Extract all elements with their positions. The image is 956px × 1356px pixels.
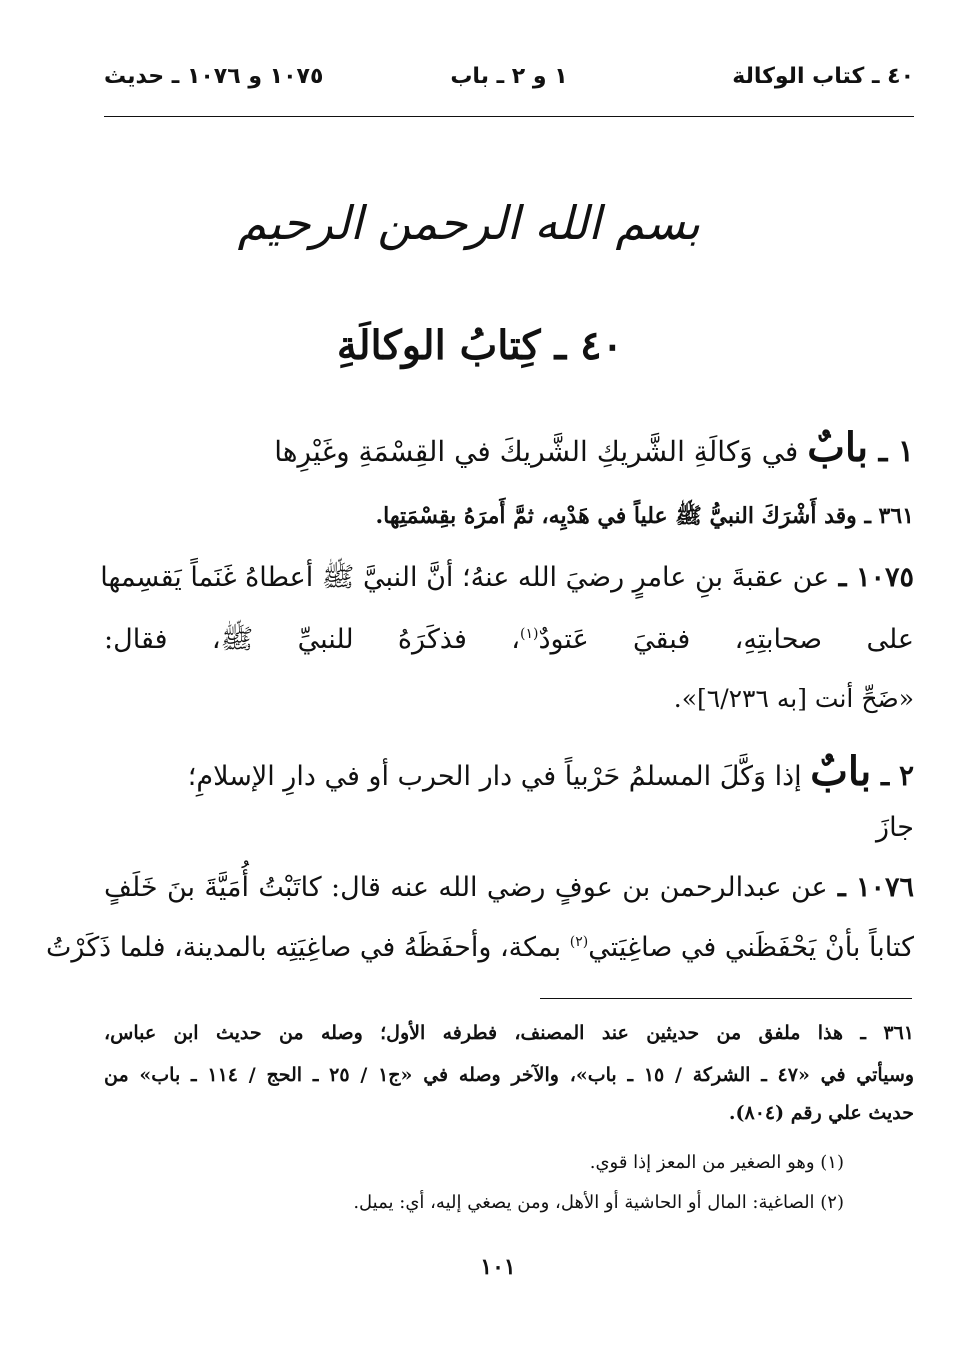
hadith-1075-line-1	[100, 560, 914, 600]
footnote-rule	[540, 998, 912, 999]
footnote-361-line-1: ٣٦١ ـ هذا ملفق من حديثين عند المصنف، فطرفه الأول؛ وصله من حديث ابن عباس،	[104, 1022, 914, 1044]
bab-1-title: في وَكالَةِ الشَّريكِ الشَّريكَ في القِسْمَةِ وغَيْرِها	[274, 435, 808, 468]
bab-1-word: بابٌ	[807, 424, 869, 471]
footnote-361-line-3: حديث علي رقم (٨٠٤).	[728, 1102, 914, 1124]
hadith-1076-line-1	[104, 872, 914, 903]
bab-1-heading	[274, 424, 914, 471]
bab-2-title: إذا وَكَّلَ المسلمُ حَرْبياً في دار الحرب أو في دارِ الإسلامِ؛	[187, 761, 811, 792]
header-book-title: ٤٠ ـ كتاب الوكالة	[732, 64, 914, 89]
book-title: ٤٠ ـ كِتابُ الوكالَةِ	[336, 322, 624, 369]
ta3liq-361: ٣٦١ ـ وقد أَشْرَكَ النبيُّ ﷺ علياً في هَدْيِه، ثمَّ أَمرَهُ بقِسْمَتِها.	[375, 503, 914, 529]
basmala-calligraphy: بسم الله الرحمن الرحيم	[237, 196, 700, 250]
hadith-1075-number: ١٠٧٥ ـ	[829, 562, 914, 593]
hadith-1076-text-2: كتاباً بأنْ يَحْفَظَني في صاغِيَتي	[588, 932, 914, 963]
hadith-1075-text-2: على صحابتِهِ، فبقيَ عَتودٌ	[538, 624, 914, 655]
bab-1-number: ١ ـ	[868, 434, 914, 469]
footnote-361-line-2: وسيأتي في «٤٧ ـ الشركة / ١٥ ـ باب»، والآخر وصله في «ج١ / ٢٥ ـ الحج / ١١٤ ـ باب» من	[104, 1064, 915, 1086]
hadith-1075-line-2	[104, 622, 914, 662]
header-hadith-range: ١٠٧٥ و ١٠٧٦ ـ حديث	[104, 64, 324, 89]
running-header	[104, 60, 914, 100]
footnote-ref-1[interactable]: (١)	[519, 626, 539, 642]
hadith-1076-text-2-end: بمكة، وأحفَظَهُ في صاغِيَتِه بالمدينة، فلما ذَكَرْتُ	[46, 932, 570, 963]
hadith-1075-text-2-end: ، فذكَرَهُ للنبيِّ ﷺ، فقال:	[104, 624, 520, 655]
footnote-ref-2[interactable]: (٢)	[569, 934, 589, 950]
bab-2-number: ٢ ـ	[871, 759, 914, 792]
hadith-1076-text-1: عن عبدالرحمن بن عوفٍ رضي الله عنه قال: كاتَبْتُ أُمَيَّةَ بنَ خَلَفٍ	[104, 872, 828, 903]
hadith-1076-number: ١٠٧٦ ـ	[827, 872, 914, 903]
hadith-1076-line-2	[46, 932, 914, 963]
bab-2-word: بابٌ	[810, 748, 872, 795]
header-bab-range: ١ و ٢ ـ باب	[450, 64, 568, 89]
header-rule	[104, 116, 914, 117]
bab-2-heading-cont: جازَ	[876, 812, 914, 843]
hadith-1075-line-3: «ضَحِّ أنت [به ٦/٢٣٦]».	[673, 684, 914, 713]
page-number: ١٠١	[480, 1254, 516, 1280]
bab-2-heading	[188, 748, 914, 795]
hadith-1075-text-1: عن عقبةَ بنِ عامرٍ رضيَ الله عنهُ؛ أنَّ النبيَّ ﷺ أعطاهُ غَنَماً يَقسِمها	[100, 562, 830, 593]
footnote-1: (١) وهو الصغير من المعز إذا قوي.	[589, 1152, 844, 1173]
footnote-2: (٢) الصاغية: المال أو الحاشية أو الأهل، ومن يصغي إليه، أي: يميل.	[353, 1192, 844, 1213]
